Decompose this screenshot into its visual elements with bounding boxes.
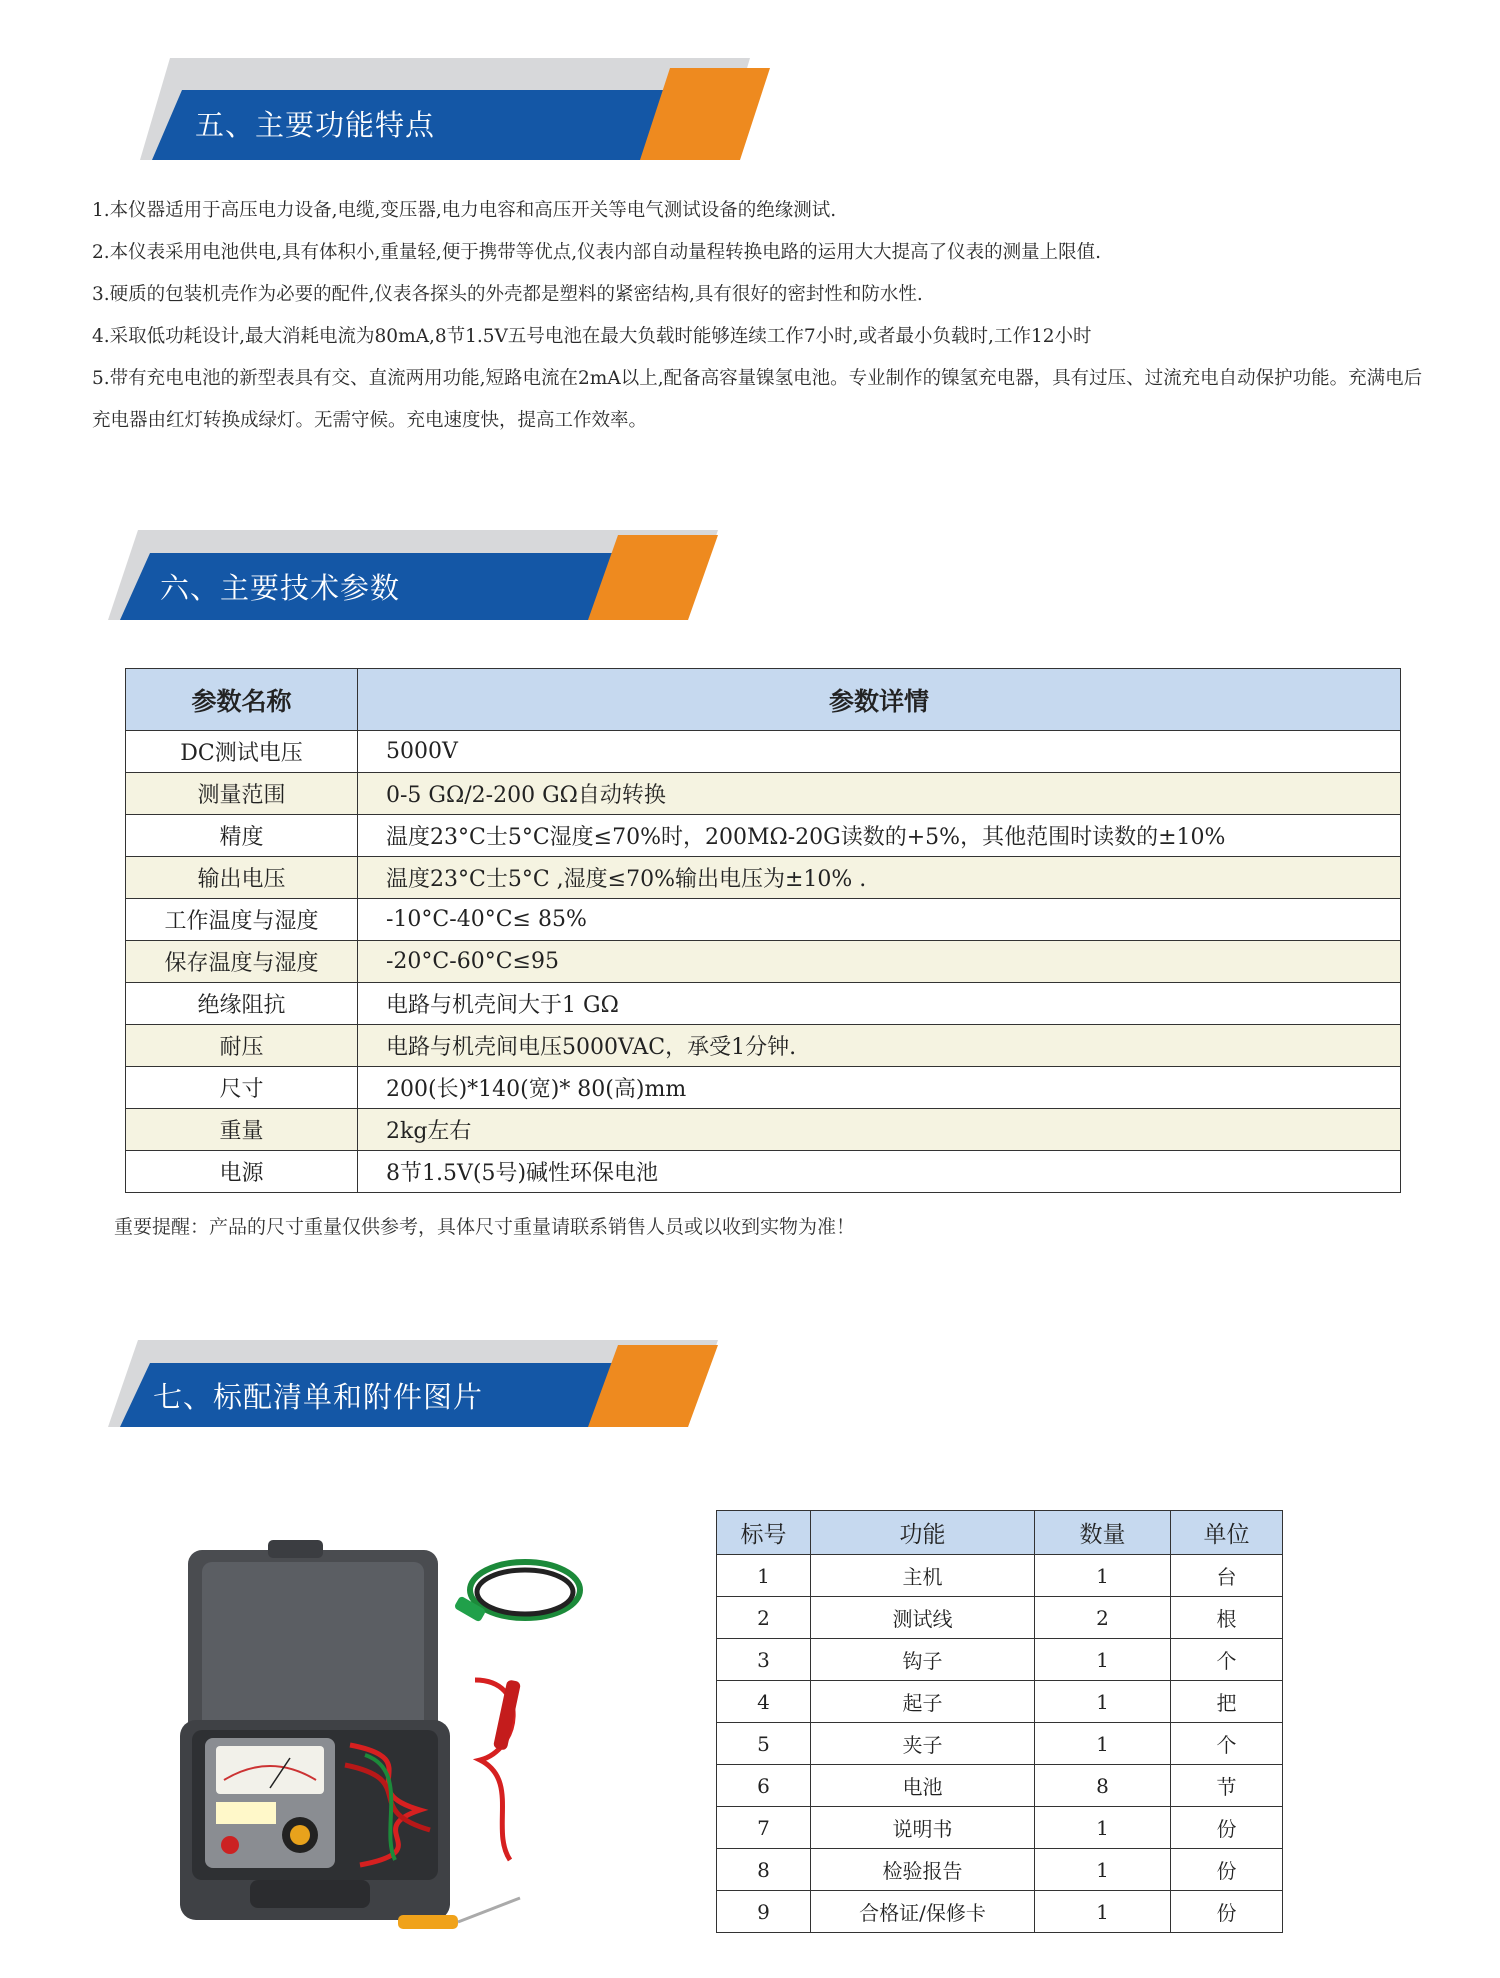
cell-function: 说明书: [811, 1807, 1035, 1849]
spec-value: 5000V: [358, 731, 1401, 773]
feature-item-2: 2.本仪表采用电池供电,具有体积小,重量轻,便于携带等优点,仪表内部自动量程转换电路的运用大大提高了仪表的测量上限值.: [92, 242, 1102, 263]
cell-quantity: 1: [1035, 1555, 1171, 1597]
cell-quantity: 1: [1035, 1849, 1171, 1891]
feature-item-5: 5.带有充电电池的新型表具有交、直流两用功能,短路电流在2mA以上,配备高容量镍氢电池。专业制作的镍氢充电器，具有过压、过流充电自动保护功能。充满电后充电器由红灯转换成绿灯。无需守候。充电速度快，提高工作效率。: [92, 368, 1423, 431]
section-title-specs: 六、主要技术参数: [160, 571, 401, 605]
spec-value: 0-5 GΩ/2-200 GΩ自动转换: [358, 773, 1401, 815]
spec-name: 输出电压: [126, 857, 358, 899]
cell-function: 合格证/保修卡: [811, 1891, 1035, 1933]
parts-table-header: [717, 1511, 1283, 1555]
screwdriver-handle: [398, 1915, 458, 1929]
spec-name: 绝缘阻抗: [126, 983, 358, 1025]
spec-value: 温度23°C士5°C ,湿度≤70%输出电压为±10% .: [358, 857, 1401, 899]
cell-unit: 把: [1171, 1681, 1283, 1723]
cell-quantity: 1: [1035, 1891, 1171, 1933]
cell-number: 4: [717, 1681, 811, 1723]
cell-number: 1: [717, 1555, 811, 1597]
cell-function: 主机: [811, 1555, 1035, 1597]
spec-table-header: [126, 669, 1401, 731]
cell-unit: 份: [1171, 1849, 1283, 1891]
section-banner-features: [130, 48, 780, 168]
cell-quantity: 1: [1035, 1681, 1171, 1723]
table-row: [717, 1807, 1283, 1849]
table-row: [717, 1849, 1283, 1891]
spec-value: -10°C-40°C≤ 85%: [358, 899, 1401, 941]
table-row: [126, 983, 1401, 1025]
section-title-features: 五、主要功能特点: [195, 107, 436, 142]
features-list: [92, 190, 1432, 442]
header-number: 标号: [717, 1511, 811, 1555]
table-row: [717, 1723, 1283, 1765]
header-unit: 单位: [1171, 1511, 1283, 1555]
table-row: [126, 1109, 1401, 1151]
screwdriver-shaft: [458, 1898, 520, 1922]
table-row: [126, 857, 1401, 899]
cell-number: 6: [717, 1765, 811, 1807]
notice-text: 重要提醒：产品的尺寸重量仅供参考，具体尺寸重量请联系销售人员或以收到实物为准！: [114, 1216, 856, 1238]
spec-value: 温度23°C士5°C湿度≤70%时，200MΩ-20G读数的+5%，其他范围时读数的±10%: [358, 815, 1401, 857]
spec-value: 2kg左右: [358, 1109, 1401, 1151]
feature-item-3: 3.硬质的包装机壳作为必要的配件,仪表各探头的外壳都是塑料的紧密结构,具有很好的密封性和防水性.: [92, 284, 923, 305]
spec-name: 重量: [126, 1109, 358, 1151]
spec-name: 精度: [126, 815, 358, 857]
cell-unit: 份: [1171, 1891, 1283, 1933]
section-banner-specs: [98, 515, 748, 635]
spec-value: -20°C-60°C≤95: [358, 941, 1401, 983]
table-row: [126, 815, 1401, 857]
table-row: [126, 941, 1401, 983]
cell-unit: 个: [1171, 1639, 1283, 1681]
table-row: [717, 1681, 1283, 1723]
table-row: [717, 1765, 1283, 1807]
cell-quantity: 1: [1035, 1639, 1171, 1681]
cell-function: 起子: [811, 1681, 1035, 1723]
cell-unit: 节: [1171, 1765, 1283, 1807]
spec-value: 200(长)*140(宽)* 80(高)mm: [358, 1067, 1401, 1109]
cell-function: 检验报告: [811, 1849, 1035, 1891]
product-photo: [150, 1530, 600, 1940]
cell-quantity: 1: [1035, 1807, 1171, 1849]
table-row: [717, 1891, 1283, 1933]
cell-unit: 台: [1171, 1555, 1283, 1597]
cell-quantity: 2: [1035, 1597, 1171, 1639]
cell-function: 夹子: [811, 1723, 1035, 1765]
spec-name: 测量范围: [126, 773, 358, 815]
cell-number: 9: [717, 1891, 811, 1933]
cell-quantity: 8: [1035, 1765, 1171, 1807]
spec-name: 耐压: [126, 1025, 358, 1067]
header-function: 功能: [811, 1511, 1035, 1555]
cell-number: 7: [717, 1807, 811, 1849]
meter-label: [216, 1802, 276, 1824]
cell-number: 5: [717, 1723, 811, 1765]
range-knob-center: [290, 1825, 310, 1845]
test-button: [221, 1836, 239, 1854]
cell-function: 测试线: [811, 1597, 1035, 1639]
table-row: [717, 1555, 1283, 1597]
table-row: [717, 1597, 1283, 1639]
cell-quantity: 1: [1035, 1723, 1171, 1765]
table-row: [126, 1025, 1401, 1067]
section-banner-list: [98, 1325, 748, 1445]
cell-unit: 个: [1171, 1723, 1283, 1765]
table-row: [126, 773, 1401, 815]
spec-name: 尺寸: [126, 1067, 358, 1109]
parts-list-table: [716, 1510, 1283, 1933]
spec-name: 工作温度与湿度: [126, 899, 358, 941]
test-probe: [493, 1679, 521, 1750]
spec-table: [125, 668, 1401, 1193]
case-handle: [250, 1880, 370, 1908]
spec-name: 保存温度与湿度: [126, 941, 358, 983]
spec-name: 电源: [126, 1151, 358, 1193]
table-row: [126, 1151, 1401, 1193]
spec-value: 电路与机壳间电压5000VAC，承受1分钟.: [358, 1025, 1401, 1067]
header-quantity: 数量: [1035, 1511, 1171, 1555]
cell-unit: 根: [1171, 1597, 1283, 1639]
cell-function: 钩子: [811, 1639, 1035, 1681]
feature-item-4: 4.采取低功耗设计,最大消耗电流为80mA,8节1.5V五号电池在最大负载时能够连续工作7小时,或者最小负载时,工作12小时: [92, 326, 1092, 347]
latch: [268, 1540, 323, 1558]
table-row: [126, 1067, 1401, 1109]
black-lead: [477, 1570, 573, 1614]
table-row: [126, 731, 1401, 773]
cell-number: 2: [717, 1597, 811, 1639]
feature-item-1: 1.本仪器适用于高压电力设备,电缆,变压器,电力电容和高压开关等电气测试设备的绝缘测试.: [92, 200, 837, 221]
cell-unit: 份: [1171, 1807, 1283, 1849]
spec-name: DC测试电压: [126, 731, 358, 773]
section-title-list: 七、标配清单和附件图片: [153, 1379, 484, 1414]
cell-number: 3: [717, 1639, 811, 1681]
spec-header-name: 参数名称: [126, 669, 358, 731]
spec-header-detail: 参数详情: [358, 669, 1401, 731]
cell-number: 8: [717, 1849, 811, 1891]
cell-function: 电池: [811, 1765, 1035, 1807]
spec-value: 电路与机壳间大于1 GΩ: [358, 983, 1401, 1025]
table-row: [717, 1639, 1283, 1681]
spec-value: 8节1.5V(5号)碱性环保电池: [358, 1151, 1401, 1193]
table-row: [126, 899, 1401, 941]
